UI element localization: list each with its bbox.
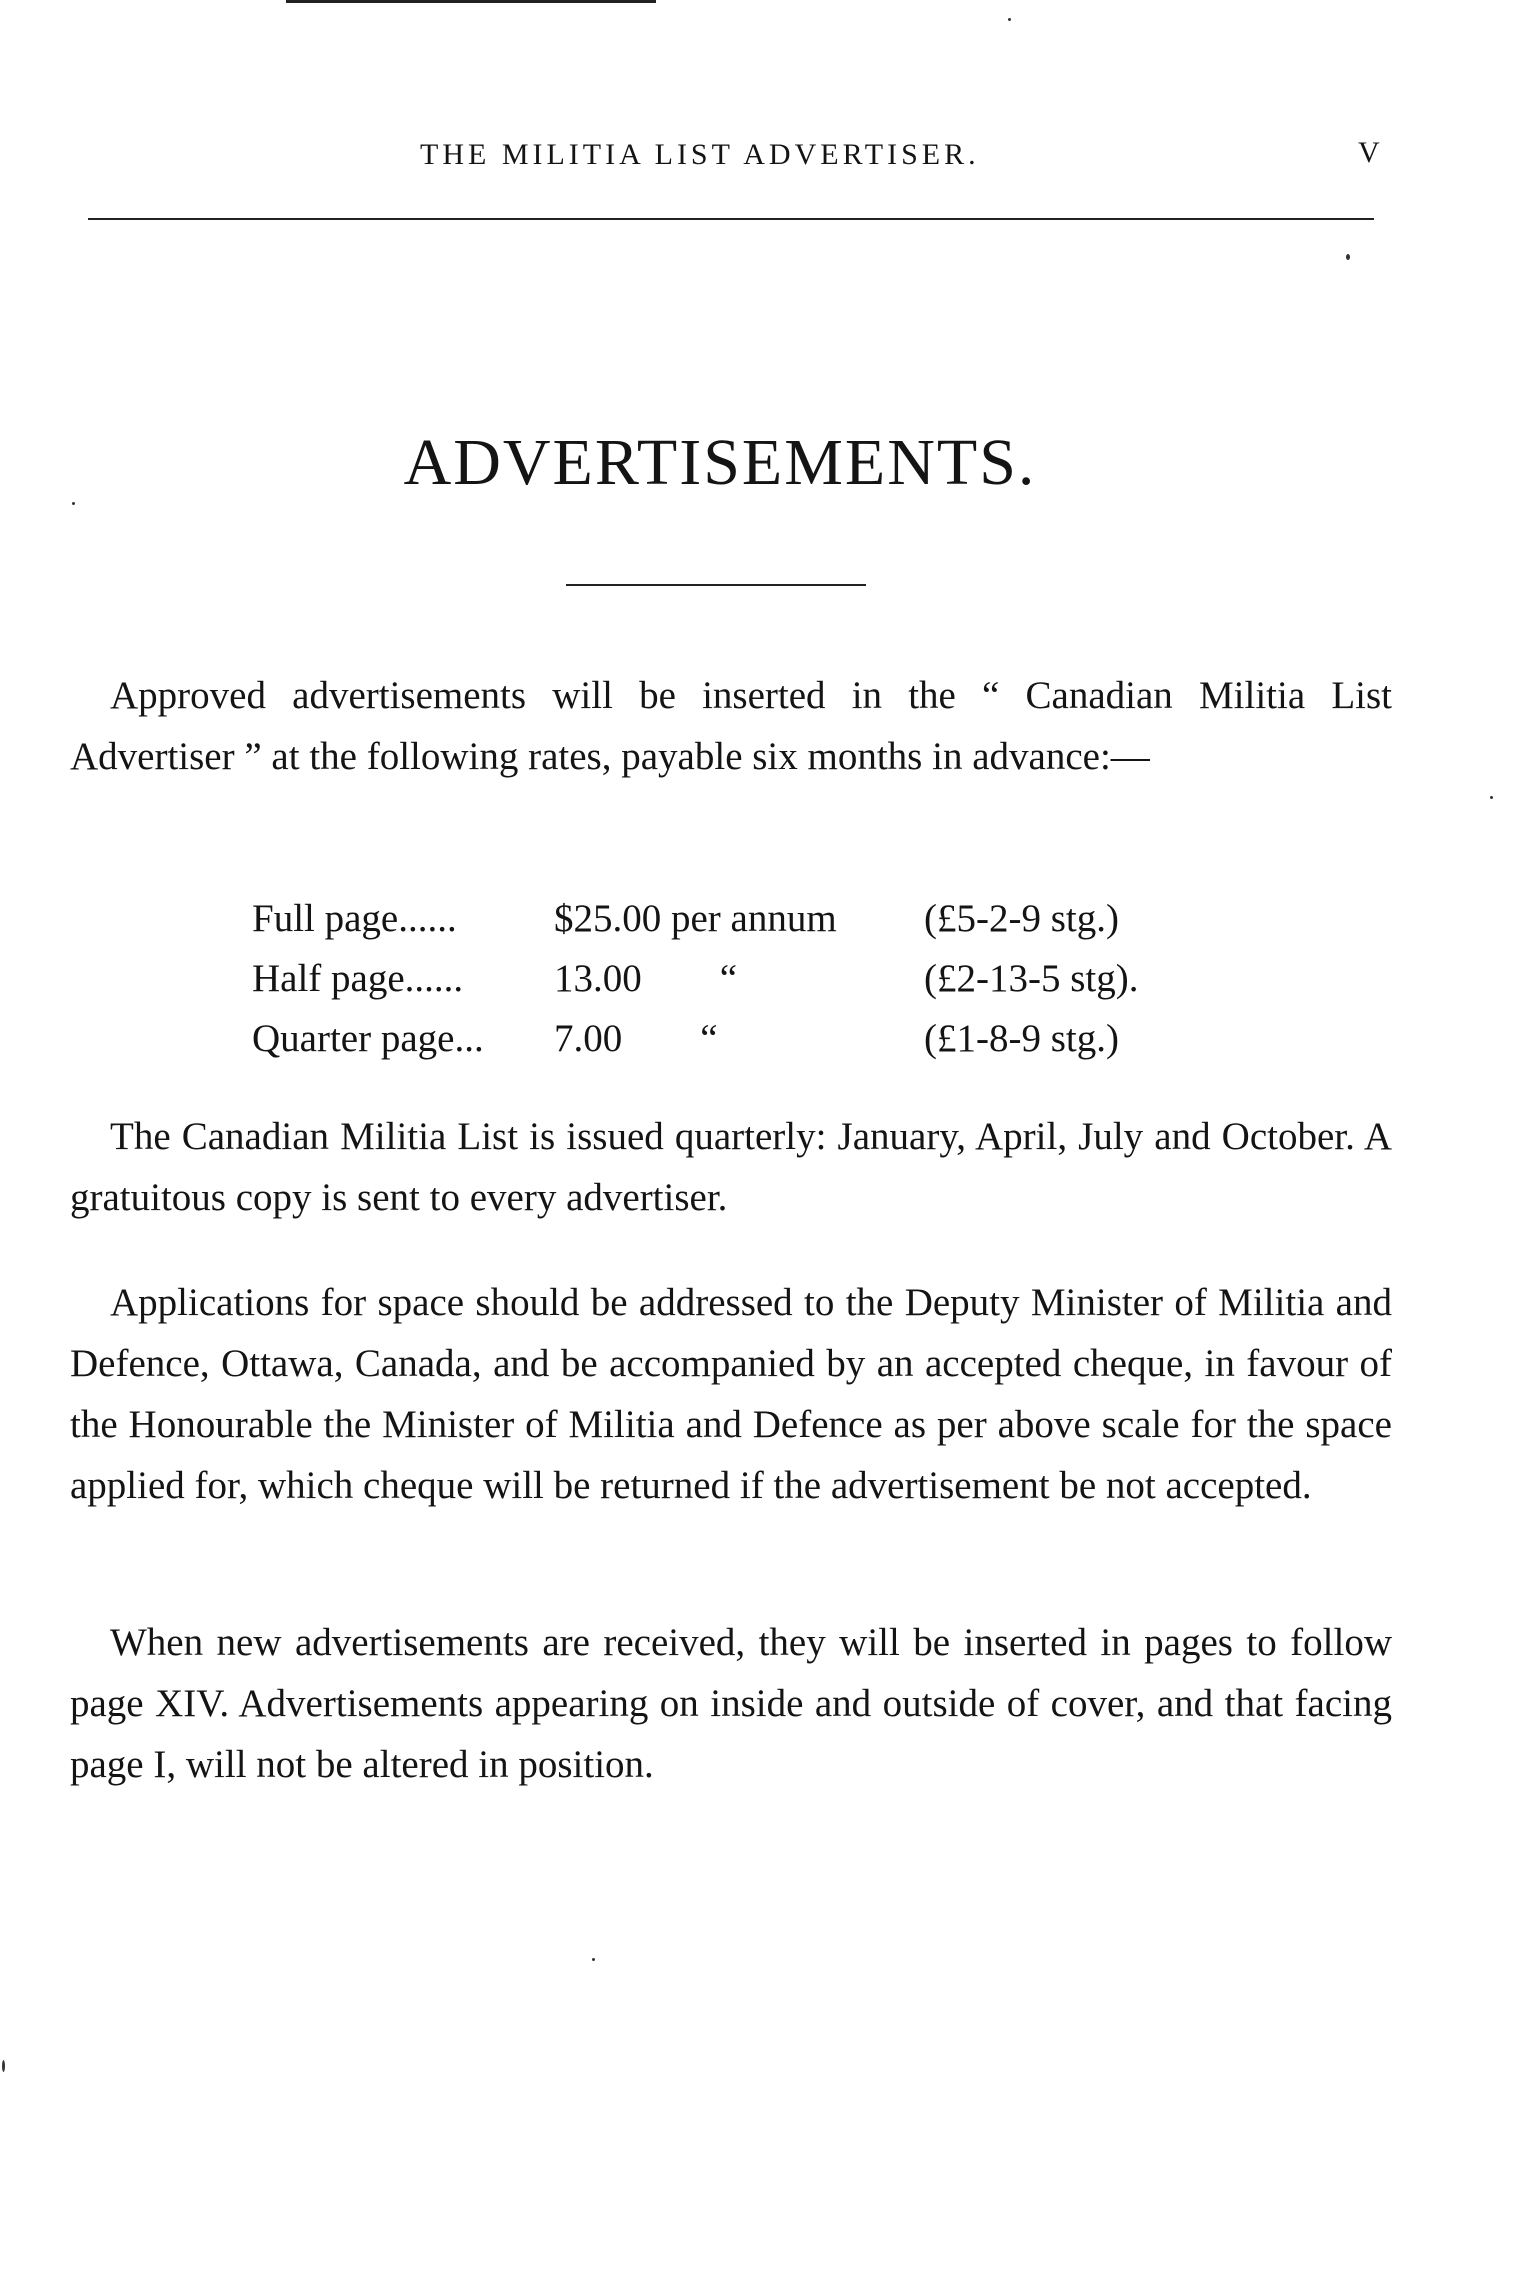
scan-speck bbox=[1490, 796, 1493, 799]
rate-item: Quarter page... bbox=[252, 1017, 484, 1060]
top-edge-rule bbox=[286, 0, 656, 3]
heading-underline-rule bbox=[566, 584, 866, 586]
scan-speck bbox=[592, 1958, 595, 1961]
intro-paragraph: Approved advertisements will be inserted in the “ Canadian Militia List Advertiser ” at the following rates, payable six months in advance:— bbox=[70, 674, 1392, 778]
applications-paragraph: Applications for space should be addressed to the Deputy Minister of Militia and Defence, Ottawa, Canada, and be accompanied by an accepted cheque, in favour of the Honourable the Minister of Militia and Defence as per above scale for the space applied for, which cheque will be returned if the advertisement be not accepted. bbox=[70, 1281, 1392, 1507]
rate-amount: 7.00 “ bbox=[554, 1017, 718, 1060]
new-advertisements-paragraph: When new advertisements are received, they will be inserted in pages to follow page XIV. Advertisements appearing on inside and outside of cover, and that facing page I, will not be altered in position. bbox=[70, 1621, 1392, 1786]
scan-speck bbox=[2, 2060, 5, 2072]
rate-sterling: (£2-13-5 stg). bbox=[924, 957, 1139, 1000]
rate-amount: 13.00 “ bbox=[554, 957, 738, 1000]
running-head bbox=[0, 138, 1540, 178]
running-head-title: THE MILITIA LIST ADVERTISER. bbox=[420, 138, 980, 171]
rate-sterling: (£1-8-9 stg.) bbox=[924, 1017, 1119, 1060]
scan-speck bbox=[1346, 254, 1350, 260]
scan-speck bbox=[72, 502, 75, 505]
running-head-rule bbox=[88, 218, 1374, 220]
rate-row-half-page bbox=[252, 956, 1252, 1016]
rate-sterling: (£5-2-9 stg.) bbox=[924, 897, 1119, 940]
rate-item: Half page...... bbox=[252, 957, 464, 1000]
rate-row-quarter-page bbox=[252, 1016, 1252, 1076]
rate-row-full-page bbox=[252, 896, 1252, 956]
issue-paragraph: The Canadian Militia List is issued quarterly: January, April, July and October. A gratuitous copy is sent to every advertiser. bbox=[70, 1115, 1392, 1219]
page-number: V bbox=[1358, 136, 1380, 169]
rate-amount: $25.00 per annum bbox=[554, 897, 837, 940]
page-title: ADVERTISEMENTS. bbox=[403, 426, 1037, 499]
scan-speck bbox=[1008, 18, 1011, 21]
rates-table bbox=[252, 896, 1252, 1076]
rate-item: Full page...... bbox=[252, 897, 457, 940]
